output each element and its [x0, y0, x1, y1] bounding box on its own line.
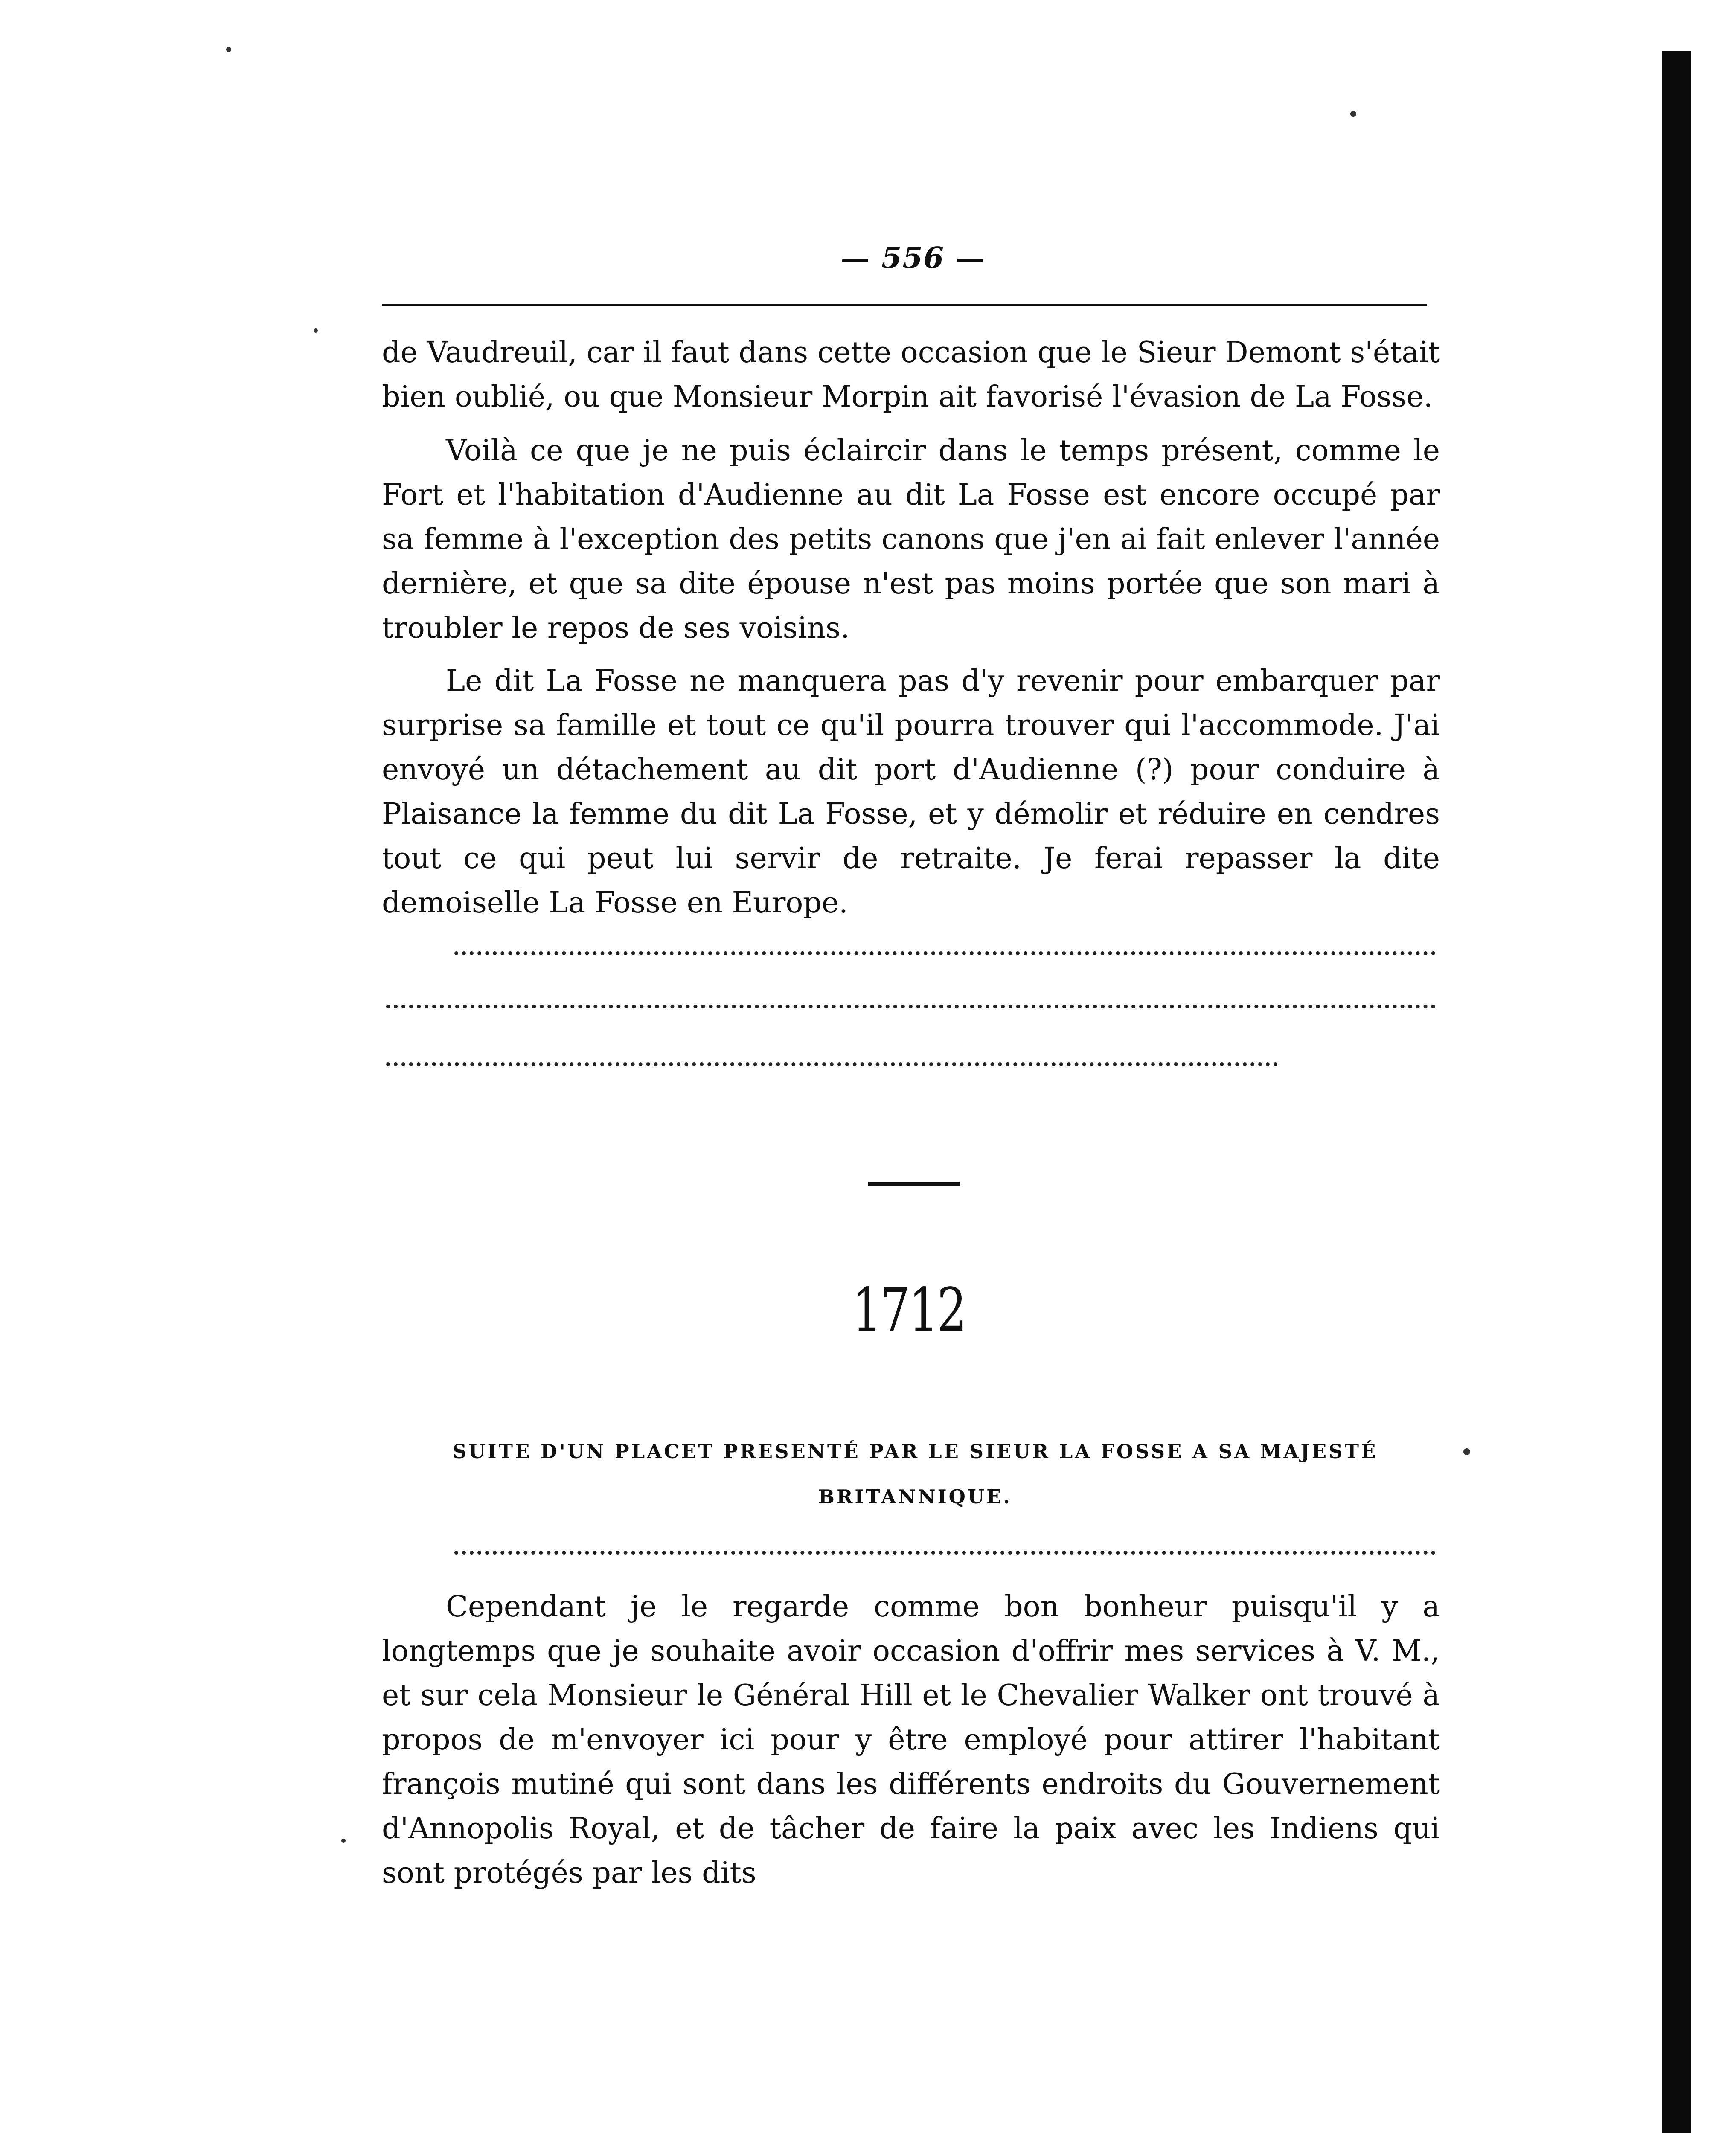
scan-speck [226, 47, 231, 52]
page-number: — 556 — [840, 241, 986, 275]
scan-speck [1463, 1448, 1470, 1455]
section-divider [868, 1182, 960, 1186]
ellipsis-line-2 [386, 1005, 1436, 1008]
ellipsis-line-1 [454, 951, 1436, 955]
paragraph-3: Le dit La Fosse ne manquera pas d'y revenir pour embarquer par surprise sa famille et tout ce qu'il pourra trouver qui l'accommode. J'ai envoyé un détachement au dit port d'Audienne (?) pour conduire à Plaisance la femme du dit La Fosse, et y démolir et réduire en cendres tout ce qui peut lui servir de retraite. Je ferai repasser la dite demoiselle La Fosse en Europe. [382, 664, 1440, 920]
year-heading: 1712 [852, 1276, 965, 1345]
paragraph-1: de Vaudreuil, car il faut dans cette occasion que le Sieur Demont s'était bien oublié, ou que Monsieur Morpin ait favorisé l'évasion de La Fosse. [382, 336, 1440, 414]
final-paragraph: Cependant je le regarde comme bon bonheur puisqu'il y a longtemps que je souhaite avoir occasion d'offrir mes services à V. M., et sur cela Monsieur le Général Hill et le Chevalier Walker ont trouvé à propos de m'envoyer ici pour y être employé pour attirer l'habitant françois mutiné qui sont dans les différents endroits du Gouvernement d'Annopolis Royal, et de tâcher de faire la paix avec les Indiens qui sont protégés par les dits [382, 1590, 1440, 1890]
header-rule [382, 304, 1427, 306]
scan-speck [1350, 111, 1356, 117]
scan-speck [341, 1839, 346, 1843]
ellipsis-line-4 [454, 1551, 1436, 1555]
scan-speck [314, 328, 318, 333]
scan-edge-bar [1662, 51, 1691, 2133]
paragraph-2: Voilà ce que je ne puis éclaircir dans le temps présent, comme le Fort et l'habitation d'Audienne au dit La Fosse est encore occupé par sa femme à l'exception des petits canons que j'en ai fait enlever l'année dernière, et que sa dite épouse n'est pas moins portée que son mari à troubler le repos de ses voisins. [382, 434, 1440, 645]
ellipsis-line-3 [386, 1062, 1278, 1066]
section-heading: SUITE D'UN PLACET PRESENTÉ PAR LE SIEUR LA FOSSE A SA MAJESTÉ BRITANNIQUE. [452, 1440, 1378, 1508]
